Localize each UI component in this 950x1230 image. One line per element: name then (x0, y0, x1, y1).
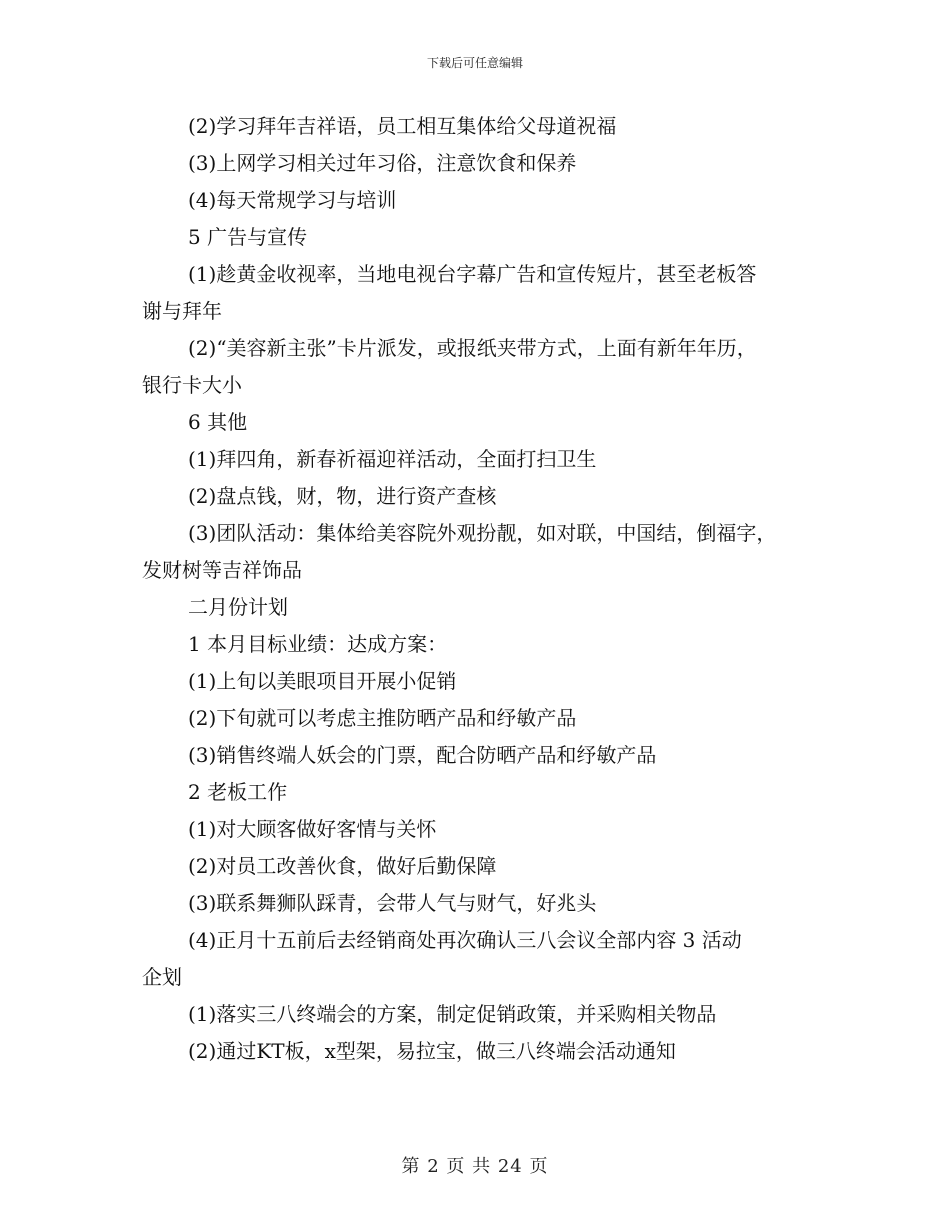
text-line: (3)团队活动：集体给美容院外观扮靓，如对联，中国结，倒福字， (188, 521, 777, 545)
text-line: (2)下旬就可以考虑主推防晒产品和纾敏产品 (188, 706, 577, 730)
text-line: (2)盘点钱，财，物，进行资产查核 (188, 484, 497, 508)
text-line: (2)学习拜年吉祥语，员工相互集体给父母道祝福 (188, 114, 617, 138)
text-line: (1)拜四角，新春祈福迎祥活动，全面打扫卫生 (188, 447, 597, 471)
text-line: (3)联系舞狮队踩青，会带人气与财气，好兆头 (188, 891, 597, 915)
text-line-continuation: 银行卡大小 (142, 373, 242, 397)
text-line: (2)对员工改善伙食，做好后勤保障 (188, 854, 497, 878)
section-heading: 1 本月目标业绩：达成方案： (188, 632, 448, 656)
text-line: (4)每天常规学习与培训 (188, 188, 397, 212)
section-heading: 二月份计划 (188, 595, 288, 619)
text-line-continuation: 谢与拜年 (142, 299, 222, 323)
section-heading: 2 老板工作 (188, 780, 288, 804)
text-line-continuation: 发财树等吉祥饰品 (142, 558, 302, 582)
page-header-note: 下载后可任意编辑 (426, 56, 523, 70)
text-line-continuation: 企划 (142, 965, 182, 989)
text-line: (3)销售终端人妖会的门票，配合防晒产品和纾敏产品 (188, 743, 657, 767)
text-line: (2)“美容新主张”卡片派发，或报纸夹带方式，上面有新年年历， (188, 336, 757, 360)
text-line: (2)通过KT板，x型架，易拉宝，做三八终端会活动通知 (188, 1039, 676, 1063)
section-heading: 6 其他 (188, 410, 248, 434)
page-number: 第 2 页 共 24 页 (401, 1156, 549, 1177)
text-line: (1)落实三八终端会的方案，制定促销政策，并采购相关物品 (188, 1002, 717, 1026)
text-line: (1)上旬以美眼项目开展小促销 (188, 669, 457, 693)
document-body (142, 108, 817, 1070)
text-line: (4)正月十五前后去经销商处再次确认三八会议全部内容 3 活动 (188, 928, 742, 952)
text-line: (3)上网学习相关过年习俗，注意饮食和保养 (188, 151, 577, 175)
text-line: (1)趁黄金收视率，当地电视台字幕广告和宣传短片，甚至老板答 (188, 262, 757, 286)
text-line: (1)对大顾客做好客情与关怀 (188, 817, 437, 841)
section-heading: 5 广告与宣传 (188, 225, 308, 249)
